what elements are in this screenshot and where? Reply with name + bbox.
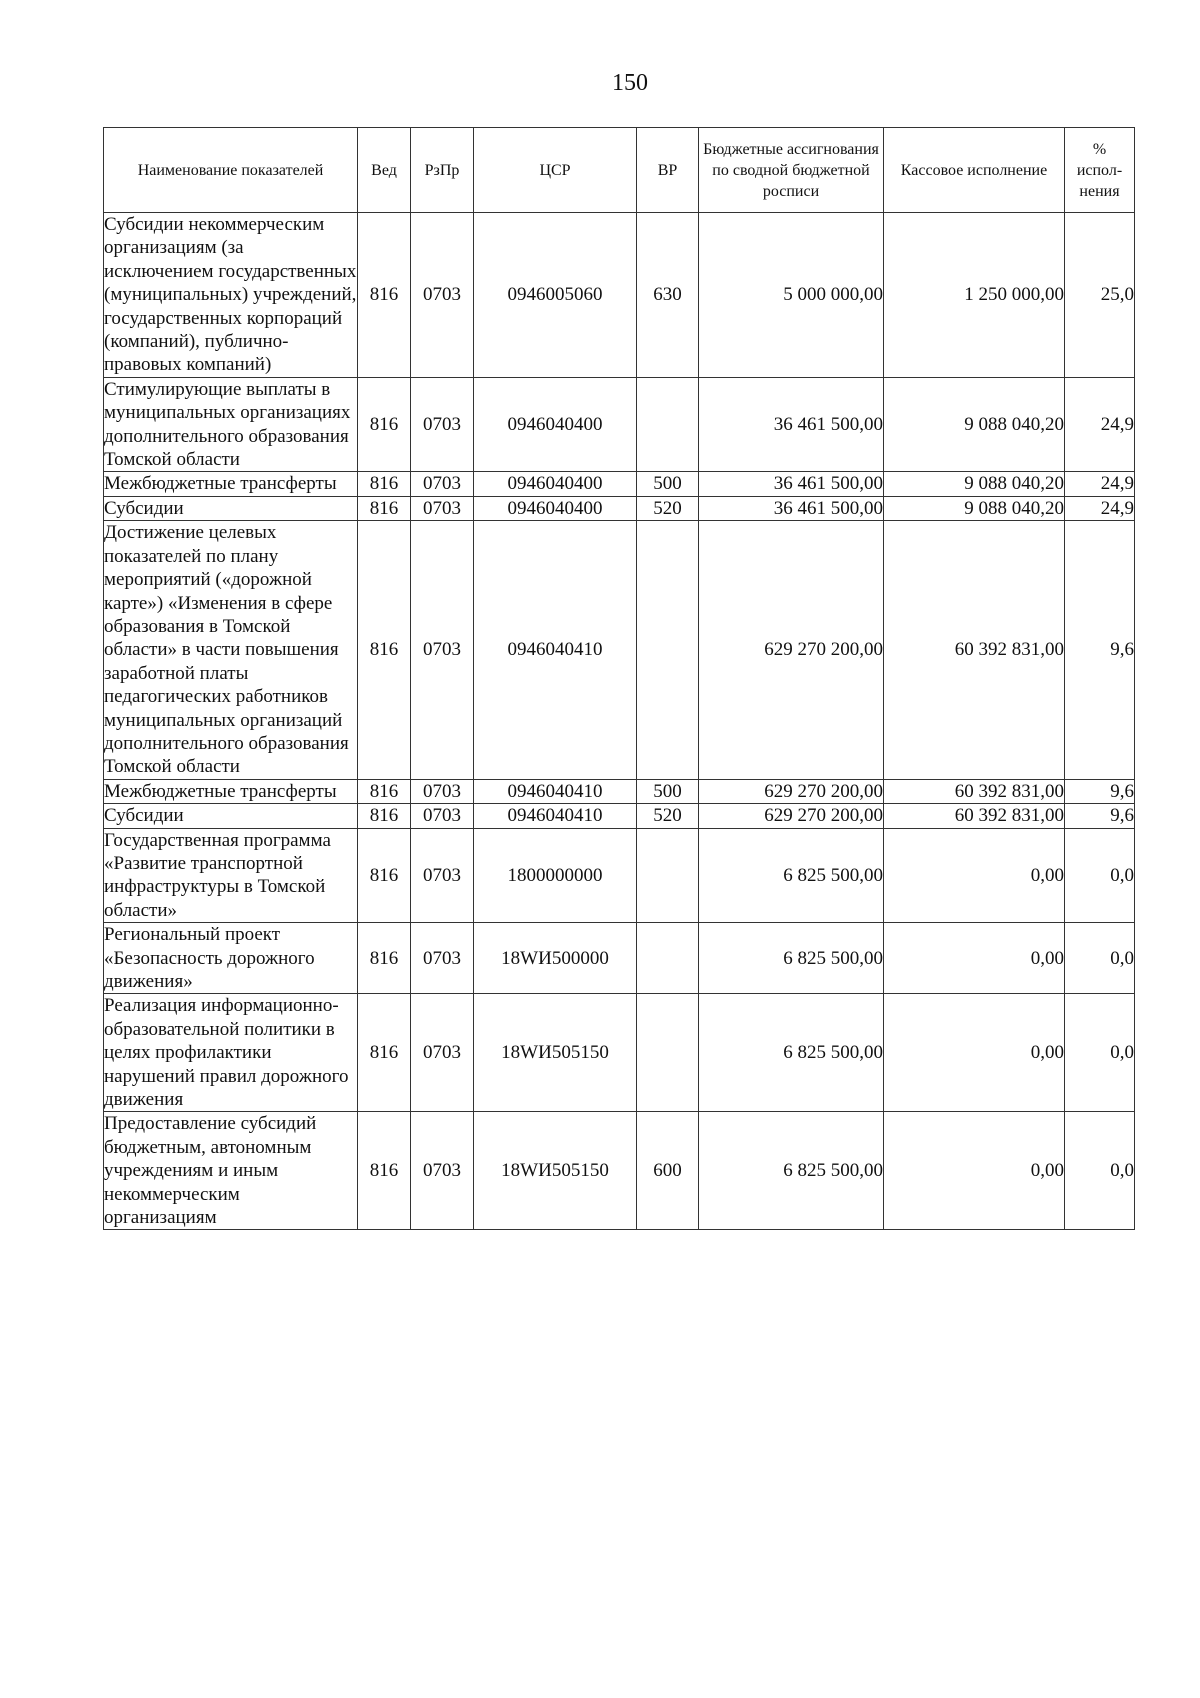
row-vr: 500 bbox=[637, 779, 699, 803]
row-csr: 18WИ505150 bbox=[474, 1112, 637, 1230]
row-exec: 60 392 831,00 bbox=[884, 804, 1065, 828]
row-vr: 630 bbox=[637, 213, 699, 378]
table-row bbox=[104, 213, 1135, 378]
row-ved: 816 bbox=[358, 804, 411, 828]
row-rzpr: 0703 bbox=[411, 521, 474, 779]
row-ved: 816 bbox=[358, 994, 411, 1112]
row-exec: 60 392 831,00 bbox=[884, 779, 1065, 803]
table-header bbox=[104, 128, 1135, 213]
row-percent: 0,0 bbox=[1065, 994, 1135, 1112]
row-percent: 24,9 bbox=[1065, 496, 1135, 520]
row-name: Региональный проект «Безопасность дорожного движения» bbox=[104, 923, 358, 994]
row-csr: 0946040400 bbox=[474, 496, 637, 520]
row-ved: 816 bbox=[358, 521, 411, 779]
row-name: Достижение целевых показателей по плану мероприятий («дорожной карте») «Изменения в сфере образования в Томской области» в части повышения заработной платы педагогических работников муниципальных организаций дополнительного образования Томской области bbox=[104, 521, 358, 779]
row-percent: 25,0 bbox=[1065, 213, 1135, 378]
row-csr: 0946040410 bbox=[474, 521, 637, 779]
row-rzpr: 0703 bbox=[411, 377, 474, 472]
row-name: Субсидии некоммерческим организациям (за исключением государственных (муниципальных) учреждений, государственных корпораций (компаний), публично-правовых компаний) bbox=[104, 214, 357, 376]
row-exec: 60 392 831,00 bbox=[884, 521, 1065, 779]
row-percent: 24,9 bbox=[1065, 472, 1135, 496]
header-row bbox=[104, 128, 1135, 213]
row-percent: 0,0 bbox=[1065, 923, 1135, 994]
row-exec: 0,00 bbox=[884, 828, 1065, 923]
row-rzpr: 0703 bbox=[411, 213, 474, 378]
row-percent: 9,6 bbox=[1065, 521, 1135, 779]
row-vr bbox=[637, 377, 699, 472]
row-plan: 6 825 500,00 bbox=[699, 923, 884, 994]
row-name: Субсидии bbox=[104, 804, 358, 828]
row-vr bbox=[637, 521, 699, 779]
row-ved: 816 bbox=[358, 828, 411, 923]
row-name: Межбюджетные трансферты bbox=[104, 472, 358, 496]
row-plan: 36 461 500,00 bbox=[699, 472, 884, 496]
row-csr: 0946040410 bbox=[474, 779, 637, 803]
row-plan: 36 461 500,00 bbox=[699, 496, 884, 520]
table-row bbox=[104, 923, 1135, 994]
table-row bbox=[104, 828, 1135, 923]
table-row bbox=[104, 472, 1135, 496]
header-csr: ЦСР bbox=[474, 128, 637, 213]
header-name: Наименование показателей bbox=[104, 128, 358, 213]
row-plan: 6 825 500,00 bbox=[699, 1112, 884, 1230]
row-plan: 6 825 500,00 bbox=[699, 994, 884, 1112]
row-vr: 520 bbox=[637, 496, 699, 520]
table-row bbox=[104, 496, 1135, 520]
row-name: Государственная программа «Развитие транспортной инфраструктуры в Томской области» bbox=[104, 828, 358, 923]
row-csr: 18WИ505150 bbox=[474, 994, 637, 1112]
row-plan: 629 270 200,00 bbox=[699, 804, 884, 828]
row-ved: 816 bbox=[358, 496, 411, 520]
row-csr: 1800000000 bbox=[474, 828, 637, 923]
row-plan: 629 270 200,00 bbox=[699, 521, 884, 779]
budget-execution-table bbox=[103, 127, 1135, 1230]
row-percent: 24,9 bbox=[1065, 377, 1135, 472]
row-ved: 816 bbox=[358, 213, 411, 378]
header-exec: Кассовое исполнение bbox=[884, 128, 1065, 213]
row-exec: 1 250 000,00 bbox=[884, 213, 1065, 378]
header-vr: ВР bbox=[637, 128, 699, 213]
row-vr: 520 bbox=[637, 804, 699, 828]
row-plan: 5 000 000,00 bbox=[699, 213, 884, 378]
row-name: Межбюджетные трансферты bbox=[104, 779, 358, 803]
row-name: Субсидии bbox=[104, 496, 358, 520]
row-rzpr: 0703 bbox=[411, 496, 474, 520]
row-name: Стимулирующие выплаты в муниципальных организациях дополнительного образования Томской области bbox=[104, 377, 358, 472]
row-rzpr: 0703 bbox=[411, 1112, 474, 1230]
row-ved: 816 bbox=[358, 472, 411, 496]
row-percent: 9,6 bbox=[1065, 804, 1135, 828]
header-ved: Вед bbox=[358, 128, 411, 213]
row-csr: 0946040400 bbox=[474, 377, 637, 472]
table-row bbox=[104, 521, 1135, 779]
row-exec: 0,00 bbox=[884, 994, 1065, 1112]
page-number: 150 bbox=[612, 70, 648, 96]
row-plan: 36 461 500,00 bbox=[699, 377, 884, 472]
row-plan: 629 270 200,00 bbox=[699, 779, 884, 803]
row-ved: 816 bbox=[358, 779, 411, 803]
header-percent: % испол-нения bbox=[1065, 128, 1135, 213]
row-vr bbox=[637, 923, 699, 994]
row-rzpr: 0703 bbox=[411, 804, 474, 828]
row-csr: 0946040410 bbox=[474, 804, 637, 828]
row-percent: 9,6 bbox=[1065, 779, 1135, 803]
row-ved: 816 bbox=[358, 923, 411, 994]
row-ved: 816 bbox=[358, 377, 411, 472]
row-plan: 6 825 500,00 bbox=[699, 828, 884, 923]
row-ved: 816 bbox=[358, 1112, 411, 1230]
row-rzpr: 0703 bbox=[411, 472, 474, 496]
row-csr: 0946005060 bbox=[474, 213, 637, 378]
row-name: Реализация информационно-образовательной политики в целях профилактики нарушений правил дорожного движения bbox=[104, 994, 358, 1112]
row-vr: 600 bbox=[637, 1112, 699, 1230]
row-csr: 18WИ500000 bbox=[474, 923, 637, 994]
row-exec: 9 088 040,20 bbox=[884, 472, 1065, 496]
row-exec: 0,00 bbox=[884, 923, 1065, 994]
row-rzpr: 0703 bbox=[411, 994, 474, 1112]
table-row bbox=[104, 779, 1135, 803]
row-rzpr: 0703 bbox=[411, 923, 474, 994]
row-vr: 500 bbox=[637, 472, 699, 496]
row-exec: 9 088 040,20 bbox=[884, 496, 1065, 520]
table-row bbox=[104, 804, 1135, 828]
header-plan: Бюджетные ассигнования по сводной бюджетной росписи bbox=[699, 128, 884, 213]
row-vr bbox=[637, 828, 699, 923]
row-percent: 0,0 bbox=[1065, 828, 1135, 923]
row-exec: 0,00 bbox=[884, 1112, 1065, 1230]
table-row bbox=[104, 994, 1135, 1112]
row-vr bbox=[637, 994, 699, 1112]
row-percent: 0,0 bbox=[1065, 1112, 1135, 1230]
header-rzpr: РзПр bbox=[411, 128, 474, 213]
row-csr: 0946040400 bbox=[474, 472, 637, 496]
row-exec: 9 088 040,20 bbox=[884, 377, 1065, 472]
row-name: Предоставление субсидий бюджетным, автономным учреждениям и иным некоммерческим организациям bbox=[104, 1112, 358, 1230]
table-body bbox=[104, 213, 1135, 1230]
table-row bbox=[104, 1112, 1135, 1230]
table-row bbox=[104, 377, 1135, 472]
row-rzpr: 0703 bbox=[411, 779, 474, 803]
row-rzpr: 0703 bbox=[411, 828, 474, 923]
